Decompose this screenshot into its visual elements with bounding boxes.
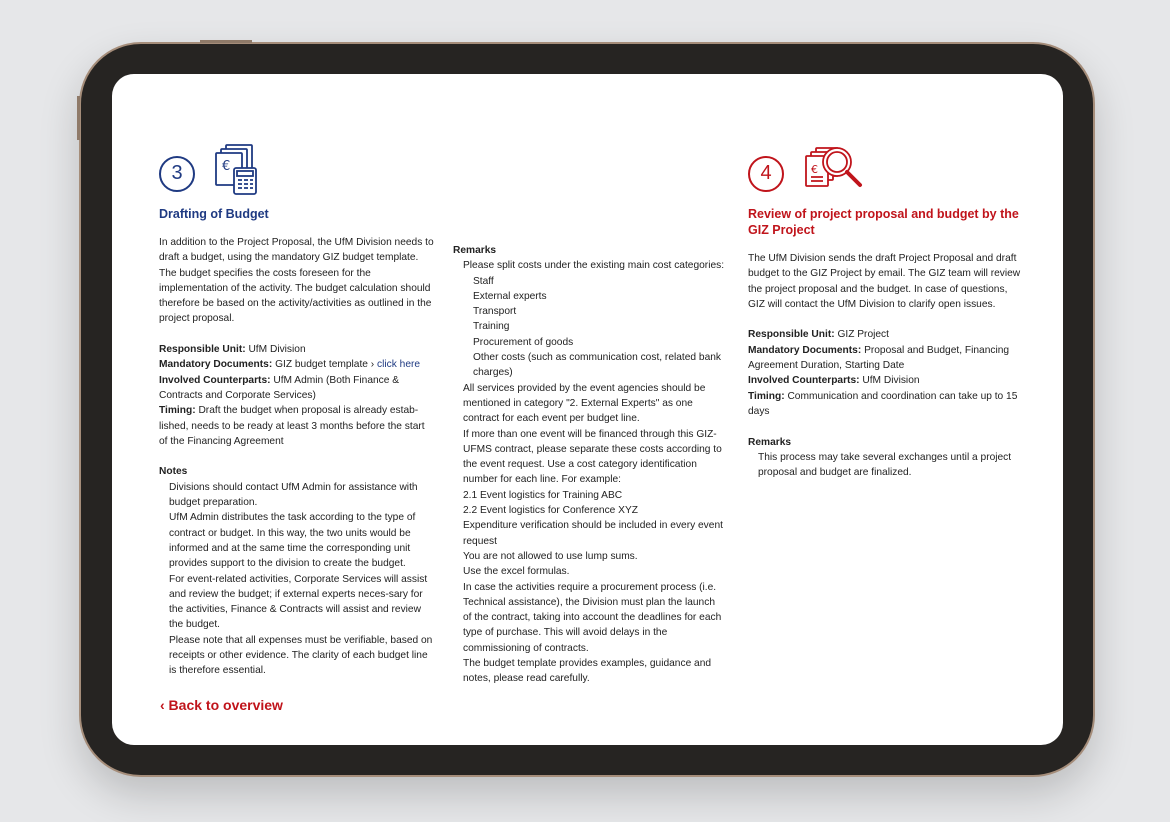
step-4-header — [748, 144, 1026, 196]
step-4-number: 4 — [748, 156, 784, 192]
cost-category: External experts — [473, 290, 547, 302]
step-3-responsible — [159, 342, 434, 357]
remarks-column — [453, 243, 725, 687]
counterparts-label: Involved Counterparts: — [159, 374, 271, 386]
timing-label: Timing: — [159, 405, 196, 417]
step-4-timing — [748, 389, 1026, 420]
responsible-value: GIZ Project — [837, 329, 889, 341]
remarks-title: Remarks — [453, 245, 497, 256]
cost-category: Procurement of goods — [473, 336, 574, 348]
step-4-column — [748, 144, 1026, 480]
cost-category: Training — [473, 321, 510, 333]
step-4-remarks-title: Remarks — [748, 436, 792, 448]
mandatory-label: Mandatory Documents: — [748, 344, 862, 356]
timing-label: Timing: — [748, 390, 785, 402]
step-3-timing — [159, 403, 434, 449]
tablet-side-button — [77, 96, 80, 140]
remark-item: You are not allowed to use lump sums. — [463, 550, 638, 562]
cost-category: Other costs (such as communication cost, related bank charges) — [473, 352, 722, 379]
budget-template-link[interactable]: click here — [377, 359, 421, 371]
step-4-heading: Review of project proposal and budget by the GIZ Project — [748, 207, 1019, 237]
mandatory-value: Proposal and Budget, Financing Agreement Duration, Starting Date — [748, 344, 1010, 372]
euro-magnifier-icon — [804, 144, 866, 196]
timing-value: Draft the budget when proposal is already estab-lished, needs to be ready at least 3 months before the start of the Financing Agreement — [159, 405, 425, 447]
responsible-value: UfM Division — [248, 344, 306, 356]
step-3-heading: Drafting of Budget — [159, 207, 269, 221]
step-3-number: 3 — [159, 156, 195, 192]
svg-text:€: € — [222, 159, 231, 174]
responsible-label: Responsible Unit: — [748, 329, 835, 341]
responsible-label: Responsible Unit: — [159, 344, 246, 356]
note-item: Please note that all expenses must be verifiable, based on receipts or other evidence. The clarity of each budget line is therefore essential. — [169, 634, 433, 677]
step-4-remark-item: This process may take several exchanges until a project proposal and budget are finalized. — [758, 451, 1012, 479]
step-4-responsible — [748, 327, 1026, 342]
remark-item: The budget template provides examples, guidance and notes, please read carefully. — [463, 658, 712, 685]
step-3-header — [159, 144, 434, 196]
timing-value: Communication and coordination can take up to 15 days — [748, 390, 1018, 417]
remark-item: In case the activities require a procurement process (i.e. Technical assistance), the Division must plan the launch of the contract, taking into account the deadlines for each type of purchase. This will avoid delays in the commissioning of contracts. — [463, 581, 722, 654]
step-3-column — [159, 144, 434, 679]
step-4-mandatory — [748, 343, 1026, 374]
tablet-screen — [112, 74, 1063, 745]
counterparts-value: UfM Admin (Both Finance & Contracts and Corporate Services) — [159, 374, 400, 401]
step-3-counterparts — [159, 373, 434, 404]
euro-calculator-icon — [215, 144, 261, 196]
remark-item: Expenditure verification should be included in every event request — [463, 520, 723, 547]
remark-item: 2.1 Event logistics for Training ABC — [463, 489, 623, 501]
back-to-overview-link[interactable]: ‹ Back to overview — [160, 697, 283, 713]
split-intro: Please split costs under the existing main cost categories: — [463, 260, 725, 272]
remark-item: All services provided by the event agencies should be mentioned in category "2. External Experts" as one contract for each event per budget line. — [463, 382, 706, 425]
mandatory-label: Mandatory Documents: — [159, 359, 273, 371]
cost-category: Staff — [473, 275, 494, 287]
remark-item: 2.2 Event logistics for Conference XYZ — [463, 505, 638, 517]
counterparts-value: UfM Division — [862, 375, 920, 387]
step-4-counterparts — [748, 373, 1026, 388]
cost-category: Transport — [473, 306, 517, 318]
svg-text:€: € — [811, 163, 818, 176]
note-item: UfM Admin distributes the task according to the type of contract or budget. In this way, the two units would be informed and at the same time the corresponding unit provides support to the division to create the budget. — [169, 512, 416, 570]
step-3-mandatory — [159, 357, 434, 372]
notes-title: Notes — [159, 466, 188, 478]
remark-item: If more than one event will be financed through this GIZ-UFMS contract, please separate these costs according to the event request. Use a cost category identification number for each line. For example: — [463, 428, 722, 486]
step-4-intro: The UfM Division sends the draft Project Proposal and draft budget to the GIZ Project by email. The GIZ team will review the project proposal and the budget. In case of questions, GIZ will contact the UfM Division to clarify open issues. — [748, 253, 1021, 310]
note-item: Divisions should contact UfM Admin for assistance with budget preparation. — [169, 481, 418, 509]
remark-item: Use the excel formulas. — [463, 566, 570, 578]
step-3-intro: In addition to the Project Proposal, the UfM Division needs to draft a budget, using the mandatory GIZ budget template. The budget specifies the costs foreseen for the implementation of the activity. The budget calculation should therefore be based on the activity/activities as outlined in the project proposal. — [159, 237, 434, 325]
counterparts-label: Involved Counterparts: — [748, 375, 860, 387]
tablet-top-button — [200, 40, 252, 43]
mandatory-value: GIZ budget template › — [275, 359, 375, 371]
note-item: For event-related activities, Corporate Services will assist and review the budget; if external experts neces-sary for the activities, Finance & Contracts will assist and review the budget. — [169, 573, 428, 631]
